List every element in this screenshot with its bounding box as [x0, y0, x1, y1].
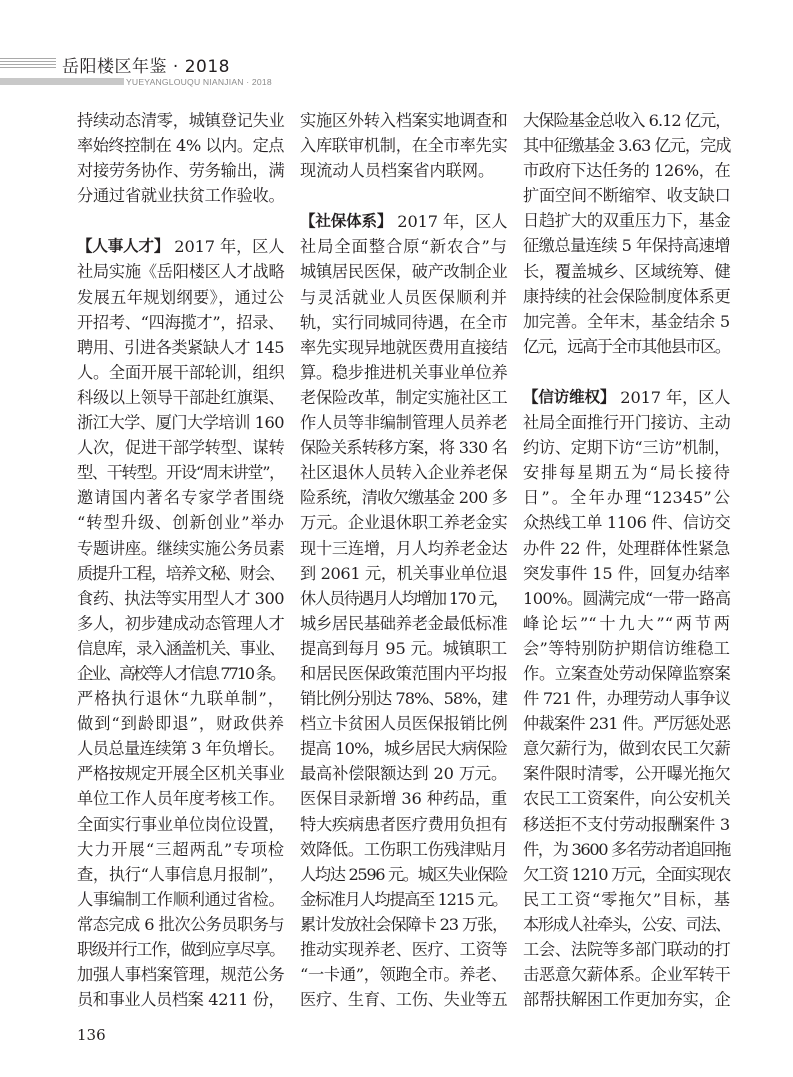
text-line: 单位工作人员年度考核工作。 [77, 789, 285, 809]
text-line: 突发事件 15 件，回复办结率 [523, 563, 730, 583]
text-line: 职级并行工作，做到应享尽享。 [77, 940, 284, 959]
text-line: 多人，初步建成动态管理人才 [77, 613, 285, 633]
section-lead-text: 2017 年，区人 [169, 237, 285, 257]
text-line: 作。立案查处劳动保障监察案 [523, 663, 731, 683]
text-line: 长，覆盖城乡、区域统筹、健 [523, 261, 731, 281]
text-line: 约访、定期下访“三访”机制， [523, 438, 730, 458]
text-line: 分通过省就业扶贫工作验收。 [77, 186, 285, 206]
text-line: 最高补偿限额达到 20 万元。 [300, 764, 507, 784]
text-line: 城镇居民医保，破产改制企业 [300, 262, 508, 282]
text-line [300, 209, 507, 234]
text-line: 险系统，清收欠缴基金 200 多 [300, 488, 508, 508]
text-line: 人次，促进干部学转型、谋转 [77, 438, 285, 458]
text-line: 全面实行事业单位岗位设置， [77, 814, 285, 834]
text-line: 查，执行“人事信息月报制”， [77, 864, 284, 884]
text-line: 市政府下达任务的 126%，在 [523, 161, 731, 181]
text-line: 移送拒不支付劳动报酬案件 3 [523, 814, 730, 834]
text-line: 对接劳务协作、劳务输出，满 [77, 161, 285, 181]
text-line: 现流动人员档案省内联网。 [300, 161, 495, 181]
text-line: 本形成人社牵头，公安、司法、 [523, 914, 730, 934]
text-line: 现十三连增，月人均养老金达 [300, 538, 508, 558]
text-line: 加完善。全年末，基金结余 5 [523, 311, 730, 331]
text-line: 信息库，录入涵盖机关、事业、 [77, 638, 284, 658]
page-number: 136 [77, 1026, 106, 1044]
text-line: 员和事业人员档案 4211 份， [77, 990, 285, 1010]
text-column-3 [523, 108, 730, 1012]
text-line: 工会、法院等多部门联动的打 [523, 940, 731, 959]
text-line: 康持续的社会保险制度体系更 [523, 286, 731, 306]
text-line: 医疗、生育、工伤、失业等五 [300, 990, 508, 1010]
section-lead-text: 2017 年，区人 [615, 387, 731, 407]
header-title: 岳阳楼区年鉴 · 2018 [62, 57, 230, 77]
text-line [523, 385, 730, 410]
text-line: 食药、执法等实用型人才 300 [77, 588, 285, 608]
text-line: 发展五年规划纲要》，通过公 [77, 287, 284, 307]
text-line: 亿元，远高于全市其他县市区。 [523, 336, 730, 356]
text-line: 老保险改革，制定实施社区工 [300, 387, 508, 407]
header-rule-bar [0, 78, 124, 85]
text-line: 件 721 件，办理劳动人事争议 [523, 689, 731, 709]
text-line: 人。全面开展干部轮训，组织 [77, 362, 285, 382]
text-column-1 [77, 108, 284, 1012]
text-line: 率先实现异地就医费用直接结 [300, 337, 508, 357]
text-line: 销比例分别达 78%、58%，建 [300, 689, 507, 709]
text-line: 人均达 2596 元。城区失业保险 [300, 864, 507, 884]
text-line: 提高到每月 95 元。城镇职工 [300, 638, 507, 658]
text-line: 推动实现养老、医疗、工资等 [300, 940, 508, 959]
text-line: 日趋扩大的双重压力下，基金 [523, 211, 731, 231]
section-heading: 【信访维权】 [523, 387, 616, 406]
paragraph [523, 385, 730, 1012]
text-line: 严格执行退休“九联单制”， [77, 689, 284, 709]
text-line: 会”等特别防护期信访维稳工 [523, 638, 730, 658]
header-subtitle: YUEYANGLOUQU NIANJIAN · 2018 [126, 77, 272, 87]
text-line: 特大疾病患者医疗费用负担有 [300, 814, 508, 834]
text-line: “一卡通”，领跑全市。养老、 [300, 965, 507, 985]
paragraph [77, 234, 284, 1012]
text-line: 企业、高校等人才信息 7710 条。 [77, 663, 284, 683]
paragraph [523, 108, 730, 359]
text-line: 医保目录新增 36 种药品，重 [300, 789, 507, 809]
text-line: 大力开展“三超两乱”专项检 [77, 839, 284, 859]
text-line: 民工工资“零拖欠”目标，基 [523, 889, 730, 909]
text-line: 万元。企业退休职工养老金实 [300, 513, 508, 533]
text-line: 众热线工单 1106 件、信访交 [523, 513, 731, 533]
text-line: 大保险基金总收入 6.12 亿元， [523, 111, 731, 130]
paragraph [300, 108, 507, 183]
text-line: 提高 10%，城乡居民大病保险 [300, 739, 508, 759]
text-line [77, 234, 284, 259]
text-line: 到 2061 元，机关事业单位退 [300, 563, 508, 583]
text-line: 击恶意欠薪体系。企业军转干 [523, 965, 731, 985]
paragraph [77, 108, 284, 208]
text-line: 欠工资 1210 万元，全面实现农 [523, 864, 730, 884]
paragraph-gap [300, 183, 507, 209]
text-line: 件，为 3600 多名劳动者追回拖 [523, 839, 730, 859]
text-line: 开招考、“四海揽才”，招录、 [77, 312, 284, 332]
text-line: 质提升工程，培养文秘、财会、 [77, 563, 284, 583]
text-line: 城乡居民基础养老金最低标准 [300, 613, 508, 633]
text-line: 休人员待遇月人均增加 170 元， [300, 588, 508, 608]
text-line: 人事编制工作顺利通过省检。 [77, 889, 285, 909]
text-line: 邀请国内著名专家学者围绕 [77, 488, 284, 508]
section-lead-text: 2017 年，区人 [392, 212, 508, 232]
text-line: 金标准月人均提高至 1215 元。 [300, 889, 507, 909]
text-line: 做到“到龄即退”，财政供养 [77, 714, 284, 734]
text-line: 办件 22 件，处理群体性紧急 [523, 538, 730, 558]
text-line: 与灵活就业人员医保顺利并 [300, 287, 507, 307]
text-line: 其中征缴基金 3.63 亿元，完成 [523, 136, 731, 156]
text-line: 社局全面整合原“新农合”与 [300, 237, 507, 257]
text-line: 征缴总量连续 5 年保持高速增 [523, 236, 730, 256]
text-line: 扩面空间不断缩窄、收支缺口 [523, 186, 731, 206]
text-line: “转型升级、创新创业”举办 [77, 513, 284, 533]
paragraph-gap [523, 359, 730, 385]
text-line: 率始终控制在 4% 以内。定点 [77, 136, 285, 156]
text-line: 累计发放社会保障卡 23 万张， [300, 914, 508, 934]
text-line: 人员总量连续第 3 年负增长。 [77, 739, 284, 759]
text-line: 仲裁案件 231 件。严厉惩处恶 [523, 714, 731, 734]
text-line: 专题讲座。继续实施公务员素 [77, 538, 285, 558]
text-line: 社局全面推行开门接访、主动 [523, 413, 731, 433]
paragraph [300, 209, 507, 1012]
text-line: 日”。全年办理“12345”公 [523, 488, 730, 508]
text-line: 峰论坛”“十九大”“两节两 [523, 613, 730, 633]
header-rule-lines [0, 58, 56, 72]
text-line: 效降低。工伤职工伤残津贴月 [300, 839, 508, 859]
text-line: 轨，实行同城同待遇，在全市 [300, 312, 508, 332]
section-heading: 【社保体系】 [300, 212, 393, 231]
text-line: 部帮扶解困工作更加夯实，企 [523, 990, 731, 1010]
text-line: 安排每星期五为“局长接待 [523, 463, 730, 483]
text-line: 档立卡贫困人员医保报销比例 [300, 714, 508, 734]
text-line: 保险关系转移方案，将 330 名 [300, 438, 508, 458]
text-line: 浙江大学、厦门大学培训 160 [77, 413, 285, 433]
text-line: 实施区外转入档案实地调查和 [300, 111, 508, 130]
text-line: 社局实施《岳阳楼区人才战略 [77, 262, 285, 282]
text-line: 严格按规定开展全区机关事业 [77, 764, 285, 784]
text-line: 常态完成 6 批次公务员职务与 [77, 914, 284, 934]
text-line: 农民工工资案件，向公安机关 [523, 789, 731, 809]
section-heading: 【人事人才】 [77, 237, 170, 256]
text-line: 聘用、引进各类紧缺人才 145 [77, 337, 285, 357]
text-line: 意欠薪行为，做到农民工欠薪 [523, 739, 731, 759]
text-line: 和居民医保政策范围内平均报 [300, 663, 508, 683]
text-line: 持续动态清零，城镇登记失业 [77, 111, 285, 130]
text-line: 100%。圆满完成“一带一路高 [523, 588, 731, 608]
text-line: 型、干转型。开设“周末讲堂”， [77, 463, 284, 483]
text-line: 作人员等非编制管理人员养老 [300, 413, 508, 433]
text-line: 加强人事档案管理，规范公务 [77, 965, 285, 985]
running-header [0, 52, 793, 92]
text-line: 社区退休人员转入企业养老保 [300, 463, 508, 483]
text-column-2 [300, 108, 507, 1012]
paragraph-gap [77, 208, 284, 234]
text-line: 案件限时清零，公开曝光拖欠 [523, 764, 731, 784]
text-line: 科级以上领导干部赴红旗渠、 [77, 387, 285, 407]
text-line: 算。稳步推进机关事业单位养 [300, 362, 508, 382]
text-line: 入库联审机制，在全市率先实 [300, 136, 508, 156]
